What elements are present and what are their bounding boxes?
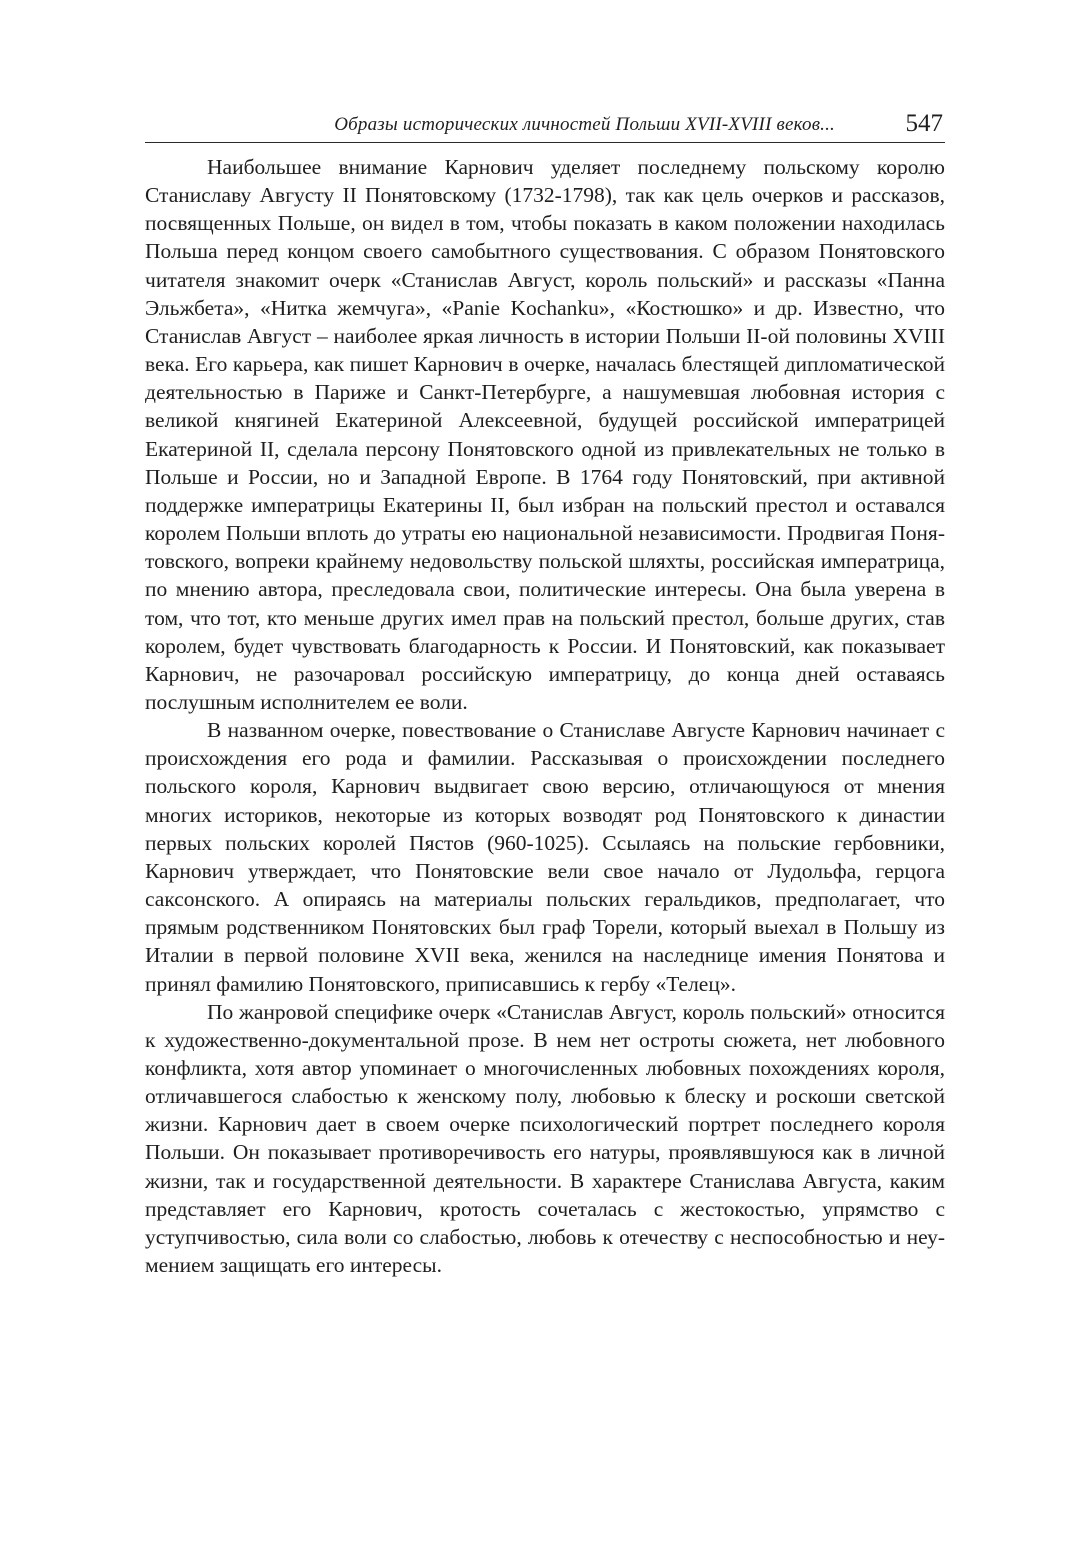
paragraph: В названном очерке, повествование о Станиславе Августе Карнович начинает с происхождения его рода и фамилии. Рассказывая о происхождении последнего польского короля, Карнович выдвигает свою версию, отличающуюся от мнения многих историков, некоторые из которых возводят род Понятовского к династии первых польских королей Пястов (960-1025). Ссылаясь на польские гербовники, Карнович утверждает, что Понятовские вели свое начало от Лудольфа, герцога саксонского. А опираясь на материалы польских геральдиков, предполагает, что прямым родственником Понятовских был граф Торели, который выехал в Польшу из Италии в первой половине XVII века, женился на наследнице имения Понятова и принял фамилию Понятовского, приписавшись к гербу «Телец». — [145, 718, 945, 996]
book-page — [145, 108, 945, 1279]
page-number: 547 — [905, 110, 943, 137]
running-header — [145, 108, 945, 143]
paragraph: По жанровой специфике очерк «Станислав Август, король польский» относится к художественно-документальной прозе. В нем нет остроты сюжета, нет любовного конфликта, хотя автор упоминает о многочисленных любовных похождениях короля, отличавшегося слабостью к женскому полу, любовью к блеску и роскоши светской жизни. Карнович дает в своем очерке психологический портрет последнего короля Польши. Он показывает противоречивость его натуры, проявлявшуюся как в личной жизни, так и государственной деятельности. В характере Станислава Августа, каким представляет его Карнович, кротость сочеталась с жестокостью, упрямство с уступчивостью, сила воли со слабостью, любовь к отечеству с неспособностью и неумением защищать его интересы. — [145, 999, 945, 1278]
paragraph: Наибольшее внимание Карнович уделяет последнему польскому королю Станиславу Августу II Понятовскому (1732-1798), так как цель очерков и рассказов, посвященных Польше, он видел в том, чтобы показать в каком положении находилась Польша перед концом своего самобытного существования. С образом Понятовского читателя знакомит очерк «Станислав Август, король польский» и рассказы «Панна Эльжбета», «Нитка жемчуга», «Panie Kochanku», «Костюшко» и др. Известно, что Станислав Август – наиболее яркая личность в истории Польши II-ой половины XVIII века. Его карьера, как пишет Карнович в очерке, началась блестящей дипломатической деятельностью в Париже и Санкт-Петербурге, а нашумевшая любовная история с великой княгиней Екатериной Алексеевной, будущей российской императрицей Екатериной II, сделала персону Понятовского одной из привлекательных не только в Польше и России, но и Западной Европе. В 1764 году Понятовский, при активной поддержке императрицы Екатерины II, был избран на польский престол и оставался королем Польши вплоть до утраты ею национальной независимости. Продвигая Понятовского, вопреки крайнему недовольству польской шляхты, российская императрица, по мнению автора, преследовала свои, политические интересы. Она была уверена в том, что тот, кто меньше других имел прав на польский престол, больше других, став королем, будет чувствовать благодарность к России. И Понятовский, как показывает Карнович, не разочаровал российскую императрицу, до конца дней оставаясь послушным исполнителем ее воли. — [145, 155, 945, 714]
body-text — [145, 153, 945, 1279]
running-title: Образы исторических личностей Польши XVII-XVIII веков... — [334, 114, 835, 135]
